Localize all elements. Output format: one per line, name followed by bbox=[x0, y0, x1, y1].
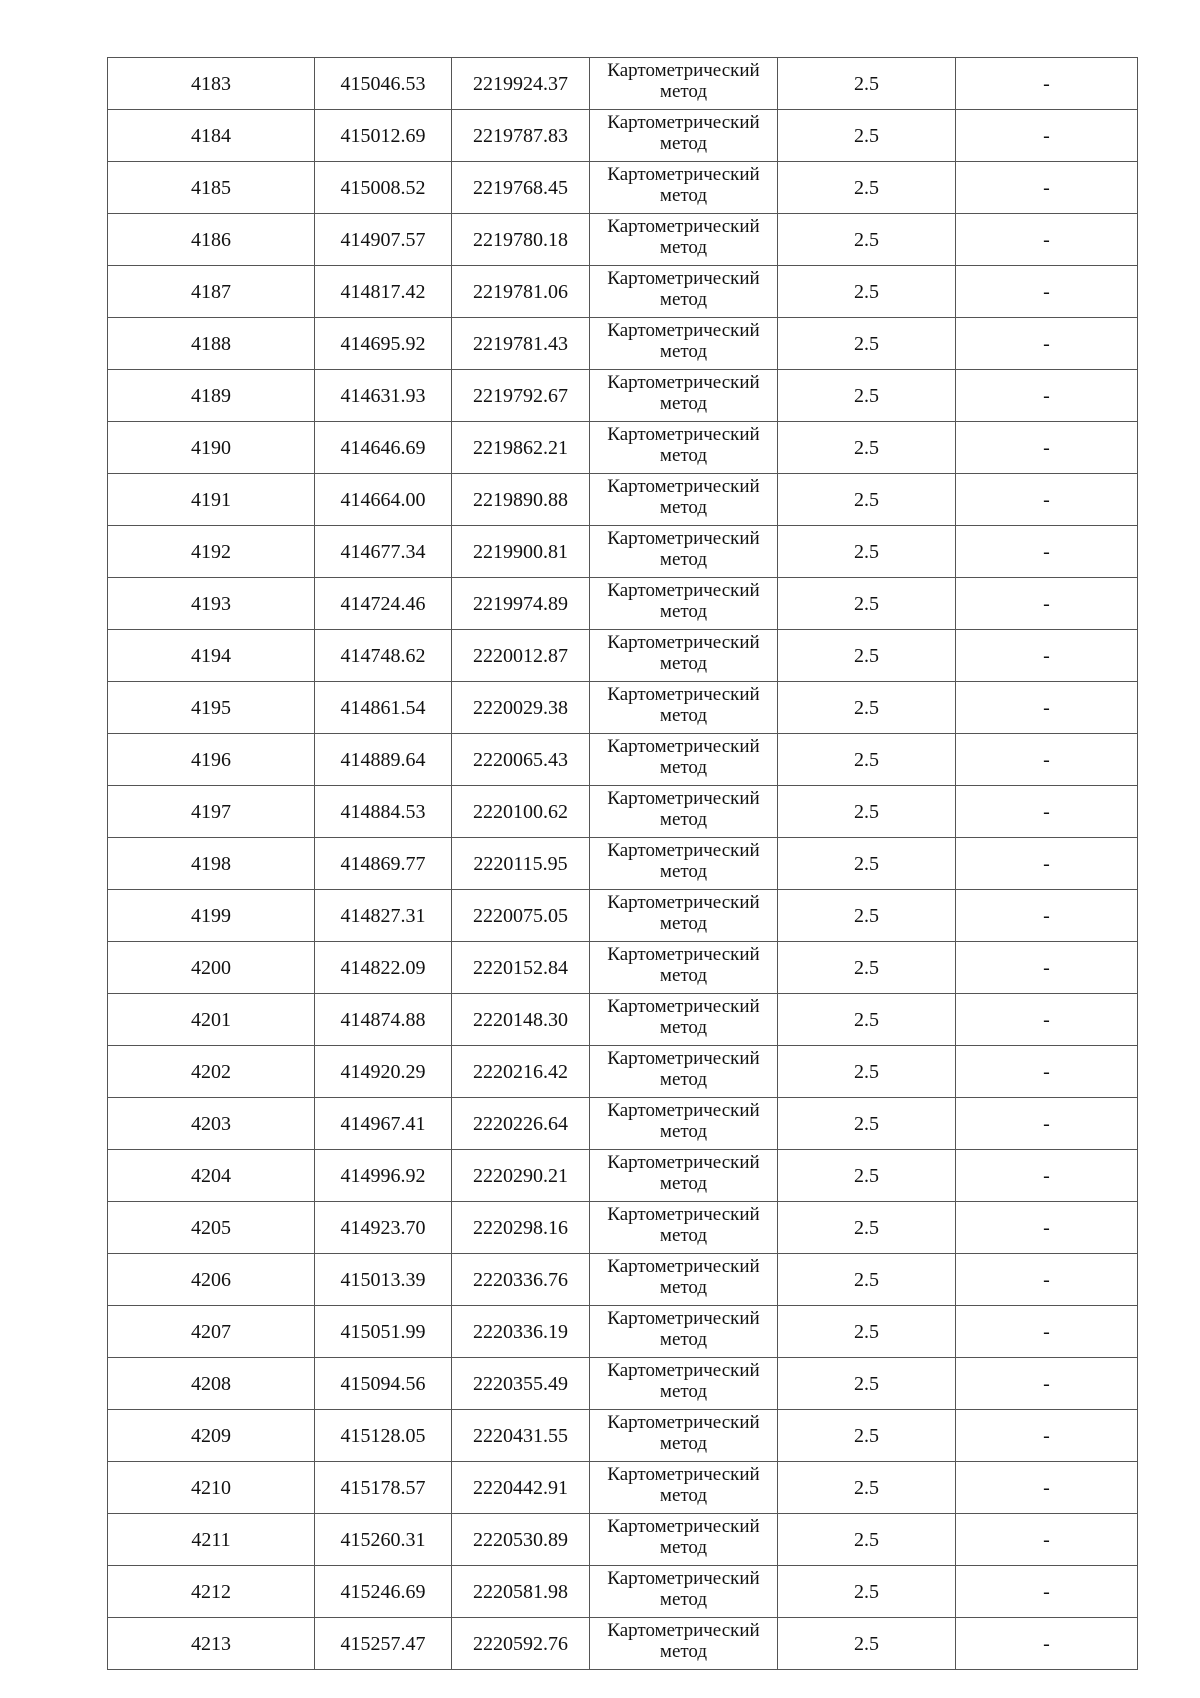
accuracy-cell: 2.5 bbox=[778, 1358, 956, 1410]
table-row bbox=[108, 1462, 1138, 1514]
x-coordinate-cell: 415046.53 bbox=[315, 58, 452, 110]
note-cell: - bbox=[956, 630, 1138, 682]
accuracy-cell: 2.5 bbox=[778, 994, 956, 1046]
method-cell: Картометрический метод bbox=[590, 578, 778, 630]
x-coordinate-cell: 415094.56 bbox=[315, 1358, 452, 1410]
note-cell: - bbox=[956, 110, 1138, 162]
y-coordinate-cell: 2220530.89 bbox=[452, 1514, 590, 1566]
note-cell: - bbox=[956, 474, 1138, 526]
x-coordinate-cell: 414889.64 bbox=[315, 734, 452, 786]
table-row bbox=[108, 1566, 1138, 1618]
accuracy-cell: 2.5 bbox=[778, 1410, 956, 1462]
y-coordinate-cell: 2220148.30 bbox=[452, 994, 590, 1046]
note-cell: - bbox=[956, 1046, 1138, 1098]
table-row bbox=[108, 630, 1138, 682]
method-cell: Картометрический метод bbox=[590, 630, 778, 682]
note-cell: - bbox=[956, 370, 1138, 422]
method-cell: Картометрический метод bbox=[590, 370, 778, 422]
table-row bbox=[108, 1410, 1138, 1462]
accuracy-cell: 2.5 bbox=[778, 110, 956, 162]
method-cell: Картометрический метод bbox=[590, 1046, 778, 1098]
method-cell: Картометрический метод bbox=[590, 1410, 778, 1462]
x-coordinate-cell: 415257.47 bbox=[315, 1618, 452, 1670]
y-coordinate-cell: 2220355.49 bbox=[452, 1358, 590, 1410]
y-coordinate-cell: 2219890.88 bbox=[452, 474, 590, 526]
x-coordinate-cell: 414907.57 bbox=[315, 214, 452, 266]
table-row bbox=[108, 58, 1138, 110]
note-cell: - bbox=[956, 1514, 1138, 1566]
point-number-cell: 4209 bbox=[108, 1410, 315, 1462]
x-coordinate-cell: 414996.92 bbox=[315, 1150, 452, 1202]
point-number-cell: 4201 bbox=[108, 994, 315, 1046]
point-number-cell: 4203 bbox=[108, 1098, 315, 1150]
point-number-cell: 4191 bbox=[108, 474, 315, 526]
x-coordinate-cell: 414677.34 bbox=[315, 526, 452, 578]
table-row bbox=[108, 890, 1138, 942]
y-coordinate-cell: 2220581.98 bbox=[452, 1566, 590, 1618]
point-number-cell: 4195 bbox=[108, 682, 315, 734]
x-coordinate-cell: 414817.42 bbox=[315, 266, 452, 318]
note-cell: - bbox=[956, 1358, 1138, 1410]
method-cell: Картометрический метод bbox=[590, 1618, 778, 1670]
note-cell: - bbox=[956, 838, 1138, 890]
y-coordinate-cell: 2220115.95 bbox=[452, 838, 590, 890]
y-coordinate-cell: 2219787.83 bbox=[452, 110, 590, 162]
method-cell: Картометрический метод bbox=[590, 162, 778, 214]
table-row bbox=[108, 266, 1138, 318]
point-number-cell: 4192 bbox=[108, 526, 315, 578]
table-row bbox=[108, 942, 1138, 994]
y-coordinate-cell: 2220290.21 bbox=[452, 1150, 590, 1202]
point-number-cell: 4202 bbox=[108, 1046, 315, 1098]
method-cell: Картометрический метод bbox=[590, 110, 778, 162]
point-number-cell: 4190 bbox=[108, 422, 315, 474]
note-cell: - bbox=[956, 942, 1138, 994]
point-number-cell: 4206 bbox=[108, 1254, 315, 1306]
method-cell: Картометрический метод bbox=[590, 1358, 778, 1410]
x-coordinate-cell: 415178.57 bbox=[315, 1462, 452, 1514]
accuracy-cell: 2.5 bbox=[778, 1254, 956, 1306]
x-coordinate-cell: 414920.29 bbox=[315, 1046, 452, 1098]
note-cell: - bbox=[956, 162, 1138, 214]
note-cell: - bbox=[956, 1254, 1138, 1306]
table-row bbox=[108, 1514, 1138, 1566]
point-number-cell: 4198 bbox=[108, 838, 315, 890]
method-cell: Картометрический метод bbox=[590, 214, 778, 266]
table-row bbox=[108, 682, 1138, 734]
accuracy-cell: 2.5 bbox=[778, 1514, 956, 1566]
note-cell: - bbox=[956, 1462, 1138, 1514]
x-coordinate-cell: 415013.39 bbox=[315, 1254, 452, 1306]
table-row bbox=[108, 162, 1138, 214]
note-cell: - bbox=[956, 994, 1138, 1046]
y-coordinate-cell: 2219974.89 bbox=[452, 578, 590, 630]
y-coordinate-cell: 2219780.18 bbox=[452, 214, 590, 266]
accuracy-cell: 2.5 bbox=[778, 1306, 956, 1358]
table-row bbox=[108, 110, 1138, 162]
method-cell: Картометрический метод bbox=[590, 318, 778, 370]
y-coordinate-cell: 2220336.76 bbox=[452, 1254, 590, 1306]
point-number-cell: 4183 bbox=[108, 58, 315, 110]
y-coordinate-cell: 2220065.43 bbox=[452, 734, 590, 786]
accuracy-cell: 2.5 bbox=[778, 214, 956, 266]
point-number-cell: 4204 bbox=[108, 1150, 315, 1202]
note-cell: - bbox=[956, 1618, 1138, 1670]
y-coordinate-cell: 2220336.19 bbox=[452, 1306, 590, 1358]
y-coordinate-cell: 2220075.05 bbox=[452, 890, 590, 942]
accuracy-cell: 2.5 bbox=[778, 578, 956, 630]
y-coordinate-cell: 2219781.43 bbox=[452, 318, 590, 370]
note-cell: - bbox=[956, 682, 1138, 734]
method-cell: Картометрический метод bbox=[590, 942, 778, 994]
note-cell: - bbox=[956, 1410, 1138, 1462]
table-row bbox=[108, 578, 1138, 630]
accuracy-cell: 2.5 bbox=[778, 266, 956, 318]
table-row bbox=[108, 994, 1138, 1046]
table-row bbox=[108, 1150, 1138, 1202]
x-coordinate-cell: 415051.99 bbox=[315, 1306, 452, 1358]
y-coordinate-cell: 2220431.55 bbox=[452, 1410, 590, 1462]
accuracy-cell: 2.5 bbox=[778, 942, 956, 994]
method-cell: Картометрический метод bbox=[590, 786, 778, 838]
x-coordinate-cell: 414869.77 bbox=[315, 838, 452, 890]
note-cell: - bbox=[956, 1150, 1138, 1202]
y-coordinate-cell: 2220029.38 bbox=[452, 682, 590, 734]
accuracy-cell: 2.5 bbox=[778, 630, 956, 682]
x-coordinate-cell: 414748.62 bbox=[315, 630, 452, 682]
table-row bbox=[108, 422, 1138, 474]
accuracy-cell: 2.5 bbox=[778, 370, 956, 422]
table-row bbox=[108, 526, 1138, 578]
point-number-cell: 4187 bbox=[108, 266, 315, 318]
table-row bbox=[108, 838, 1138, 890]
method-cell: Картометрический метод bbox=[590, 994, 778, 1046]
x-coordinate-cell: 414923.70 bbox=[315, 1202, 452, 1254]
accuracy-cell: 2.5 bbox=[778, 1566, 956, 1618]
note-cell: - bbox=[956, 422, 1138, 474]
point-number-cell: 4193 bbox=[108, 578, 315, 630]
x-coordinate-cell: 414827.31 bbox=[315, 890, 452, 942]
table-row bbox=[108, 1618, 1138, 1670]
table-row bbox=[108, 370, 1138, 422]
y-coordinate-cell: 2219924.37 bbox=[452, 58, 590, 110]
x-coordinate-cell: 414631.93 bbox=[315, 370, 452, 422]
note-cell: - bbox=[956, 734, 1138, 786]
note-cell: - bbox=[956, 1098, 1138, 1150]
x-coordinate-cell: 415012.69 bbox=[315, 110, 452, 162]
table-row bbox=[108, 1046, 1138, 1098]
y-coordinate-cell: 2219900.81 bbox=[452, 526, 590, 578]
note-cell: - bbox=[956, 526, 1138, 578]
x-coordinate-cell: 414967.41 bbox=[315, 1098, 452, 1150]
accuracy-cell: 2.5 bbox=[778, 838, 956, 890]
note-cell: - bbox=[956, 786, 1138, 838]
x-coordinate-cell: 414861.54 bbox=[315, 682, 452, 734]
accuracy-cell: 2.5 bbox=[778, 1618, 956, 1670]
note-cell: - bbox=[956, 1306, 1138, 1358]
y-coordinate-cell: 2220216.42 bbox=[452, 1046, 590, 1098]
table-row bbox=[108, 214, 1138, 266]
method-cell: Картометрический метод bbox=[590, 1254, 778, 1306]
accuracy-cell: 2.5 bbox=[778, 786, 956, 838]
accuracy-cell: 2.5 bbox=[778, 890, 956, 942]
method-cell: Картометрический метод bbox=[590, 474, 778, 526]
accuracy-cell: 2.5 bbox=[778, 526, 956, 578]
table-row bbox=[108, 734, 1138, 786]
method-cell: Картометрический метод bbox=[590, 1150, 778, 1202]
y-coordinate-cell: 2220100.62 bbox=[452, 786, 590, 838]
note-cell: - bbox=[956, 214, 1138, 266]
accuracy-cell: 2.5 bbox=[778, 162, 956, 214]
note-cell: - bbox=[956, 266, 1138, 318]
point-number-cell: 4207 bbox=[108, 1306, 315, 1358]
point-number-cell: 4212 bbox=[108, 1566, 315, 1618]
note-cell: - bbox=[956, 318, 1138, 370]
note-cell: - bbox=[956, 1202, 1138, 1254]
y-coordinate-cell: 2220592.76 bbox=[452, 1618, 590, 1670]
accuracy-cell: 2.5 bbox=[778, 1098, 956, 1150]
accuracy-cell: 2.5 bbox=[778, 1202, 956, 1254]
method-cell: Картометрический метод bbox=[590, 58, 778, 110]
point-number-cell: 4213 bbox=[108, 1618, 315, 1670]
x-coordinate-cell: 414646.69 bbox=[315, 422, 452, 474]
method-cell: Картометрический метод bbox=[590, 1098, 778, 1150]
x-coordinate-cell: 414664.00 bbox=[315, 474, 452, 526]
coordinates-table bbox=[107, 57, 1138, 1670]
y-coordinate-cell: 2219792.67 bbox=[452, 370, 590, 422]
x-coordinate-cell: 414822.09 bbox=[315, 942, 452, 994]
method-cell: Картометрический метод bbox=[590, 890, 778, 942]
table-row bbox=[108, 1098, 1138, 1150]
table-row bbox=[108, 786, 1138, 838]
method-cell: Картометрический метод bbox=[590, 734, 778, 786]
accuracy-cell: 2.5 bbox=[778, 734, 956, 786]
note-cell: - bbox=[956, 578, 1138, 630]
y-coordinate-cell: 2220152.84 bbox=[452, 942, 590, 994]
y-coordinate-cell: 2220298.16 bbox=[452, 1202, 590, 1254]
method-cell: Картометрический метод bbox=[590, 1306, 778, 1358]
method-cell: Картометрический метод bbox=[590, 1202, 778, 1254]
point-number-cell: 4194 bbox=[108, 630, 315, 682]
accuracy-cell: 2.5 bbox=[778, 58, 956, 110]
table-row bbox=[108, 1358, 1138, 1410]
method-cell: Картометрический метод bbox=[590, 1514, 778, 1566]
note-cell: - bbox=[956, 1566, 1138, 1618]
point-number-cell: 4210 bbox=[108, 1462, 315, 1514]
accuracy-cell: 2.5 bbox=[778, 422, 956, 474]
table-row bbox=[108, 474, 1138, 526]
y-coordinate-cell: 2220012.87 bbox=[452, 630, 590, 682]
table-row bbox=[108, 1202, 1138, 1254]
table-row bbox=[108, 1254, 1138, 1306]
note-cell: - bbox=[956, 890, 1138, 942]
method-cell: Картометрический метод bbox=[590, 1566, 778, 1618]
y-coordinate-cell: 2219862.21 bbox=[452, 422, 590, 474]
x-coordinate-cell: 414724.46 bbox=[315, 578, 452, 630]
method-cell: Картометрический метод bbox=[590, 838, 778, 890]
accuracy-cell: 2.5 bbox=[778, 1046, 956, 1098]
point-number-cell: 4199 bbox=[108, 890, 315, 942]
accuracy-cell: 2.5 bbox=[778, 474, 956, 526]
x-coordinate-cell: 414884.53 bbox=[315, 786, 452, 838]
accuracy-cell: 2.5 bbox=[778, 1150, 956, 1202]
x-coordinate-cell: 414695.92 bbox=[315, 318, 452, 370]
coordinates-table-body bbox=[108, 58, 1138, 1670]
y-coordinate-cell: 2220442.91 bbox=[452, 1462, 590, 1514]
x-coordinate-cell: 415008.52 bbox=[315, 162, 452, 214]
x-coordinate-cell: 415128.05 bbox=[315, 1410, 452, 1462]
accuracy-cell: 2.5 bbox=[778, 682, 956, 734]
accuracy-cell: 2.5 bbox=[778, 318, 956, 370]
point-number-cell: 4197 bbox=[108, 786, 315, 838]
y-coordinate-cell: 2219768.45 bbox=[452, 162, 590, 214]
method-cell: Картометрический метод bbox=[590, 526, 778, 578]
point-number-cell: 4200 bbox=[108, 942, 315, 994]
point-number-cell: 4185 bbox=[108, 162, 315, 214]
method-cell: Картометрический метод bbox=[590, 422, 778, 474]
point-number-cell: 4208 bbox=[108, 1358, 315, 1410]
point-number-cell: 4211 bbox=[108, 1514, 315, 1566]
table-row bbox=[108, 1306, 1138, 1358]
point-number-cell: 4205 bbox=[108, 1202, 315, 1254]
note-cell: - bbox=[956, 58, 1138, 110]
method-cell: Картометрический метод bbox=[590, 266, 778, 318]
table-row bbox=[108, 318, 1138, 370]
x-coordinate-cell: 415260.31 bbox=[315, 1514, 452, 1566]
point-number-cell: 4188 bbox=[108, 318, 315, 370]
y-coordinate-cell: 2219781.06 bbox=[452, 266, 590, 318]
y-coordinate-cell: 2220226.64 bbox=[452, 1098, 590, 1150]
method-cell: Картометрический метод bbox=[590, 1462, 778, 1514]
method-cell: Картометрический метод bbox=[590, 682, 778, 734]
accuracy-cell: 2.5 bbox=[778, 1462, 956, 1514]
point-number-cell: 4189 bbox=[108, 370, 315, 422]
x-coordinate-cell: 415246.69 bbox=[315, 1566, 452, 1618]
point-number-cell: 4186 bbox=[108, 214, 315, 266]
x-coordinate-cell: 414874.88 bbox=[315, 994, 452, 1046]
point-number-cell: 4184 bbox=[108, 110, 315, 162]
point-number-cell: 4196 bbox=[108, 734, 315, 786]
